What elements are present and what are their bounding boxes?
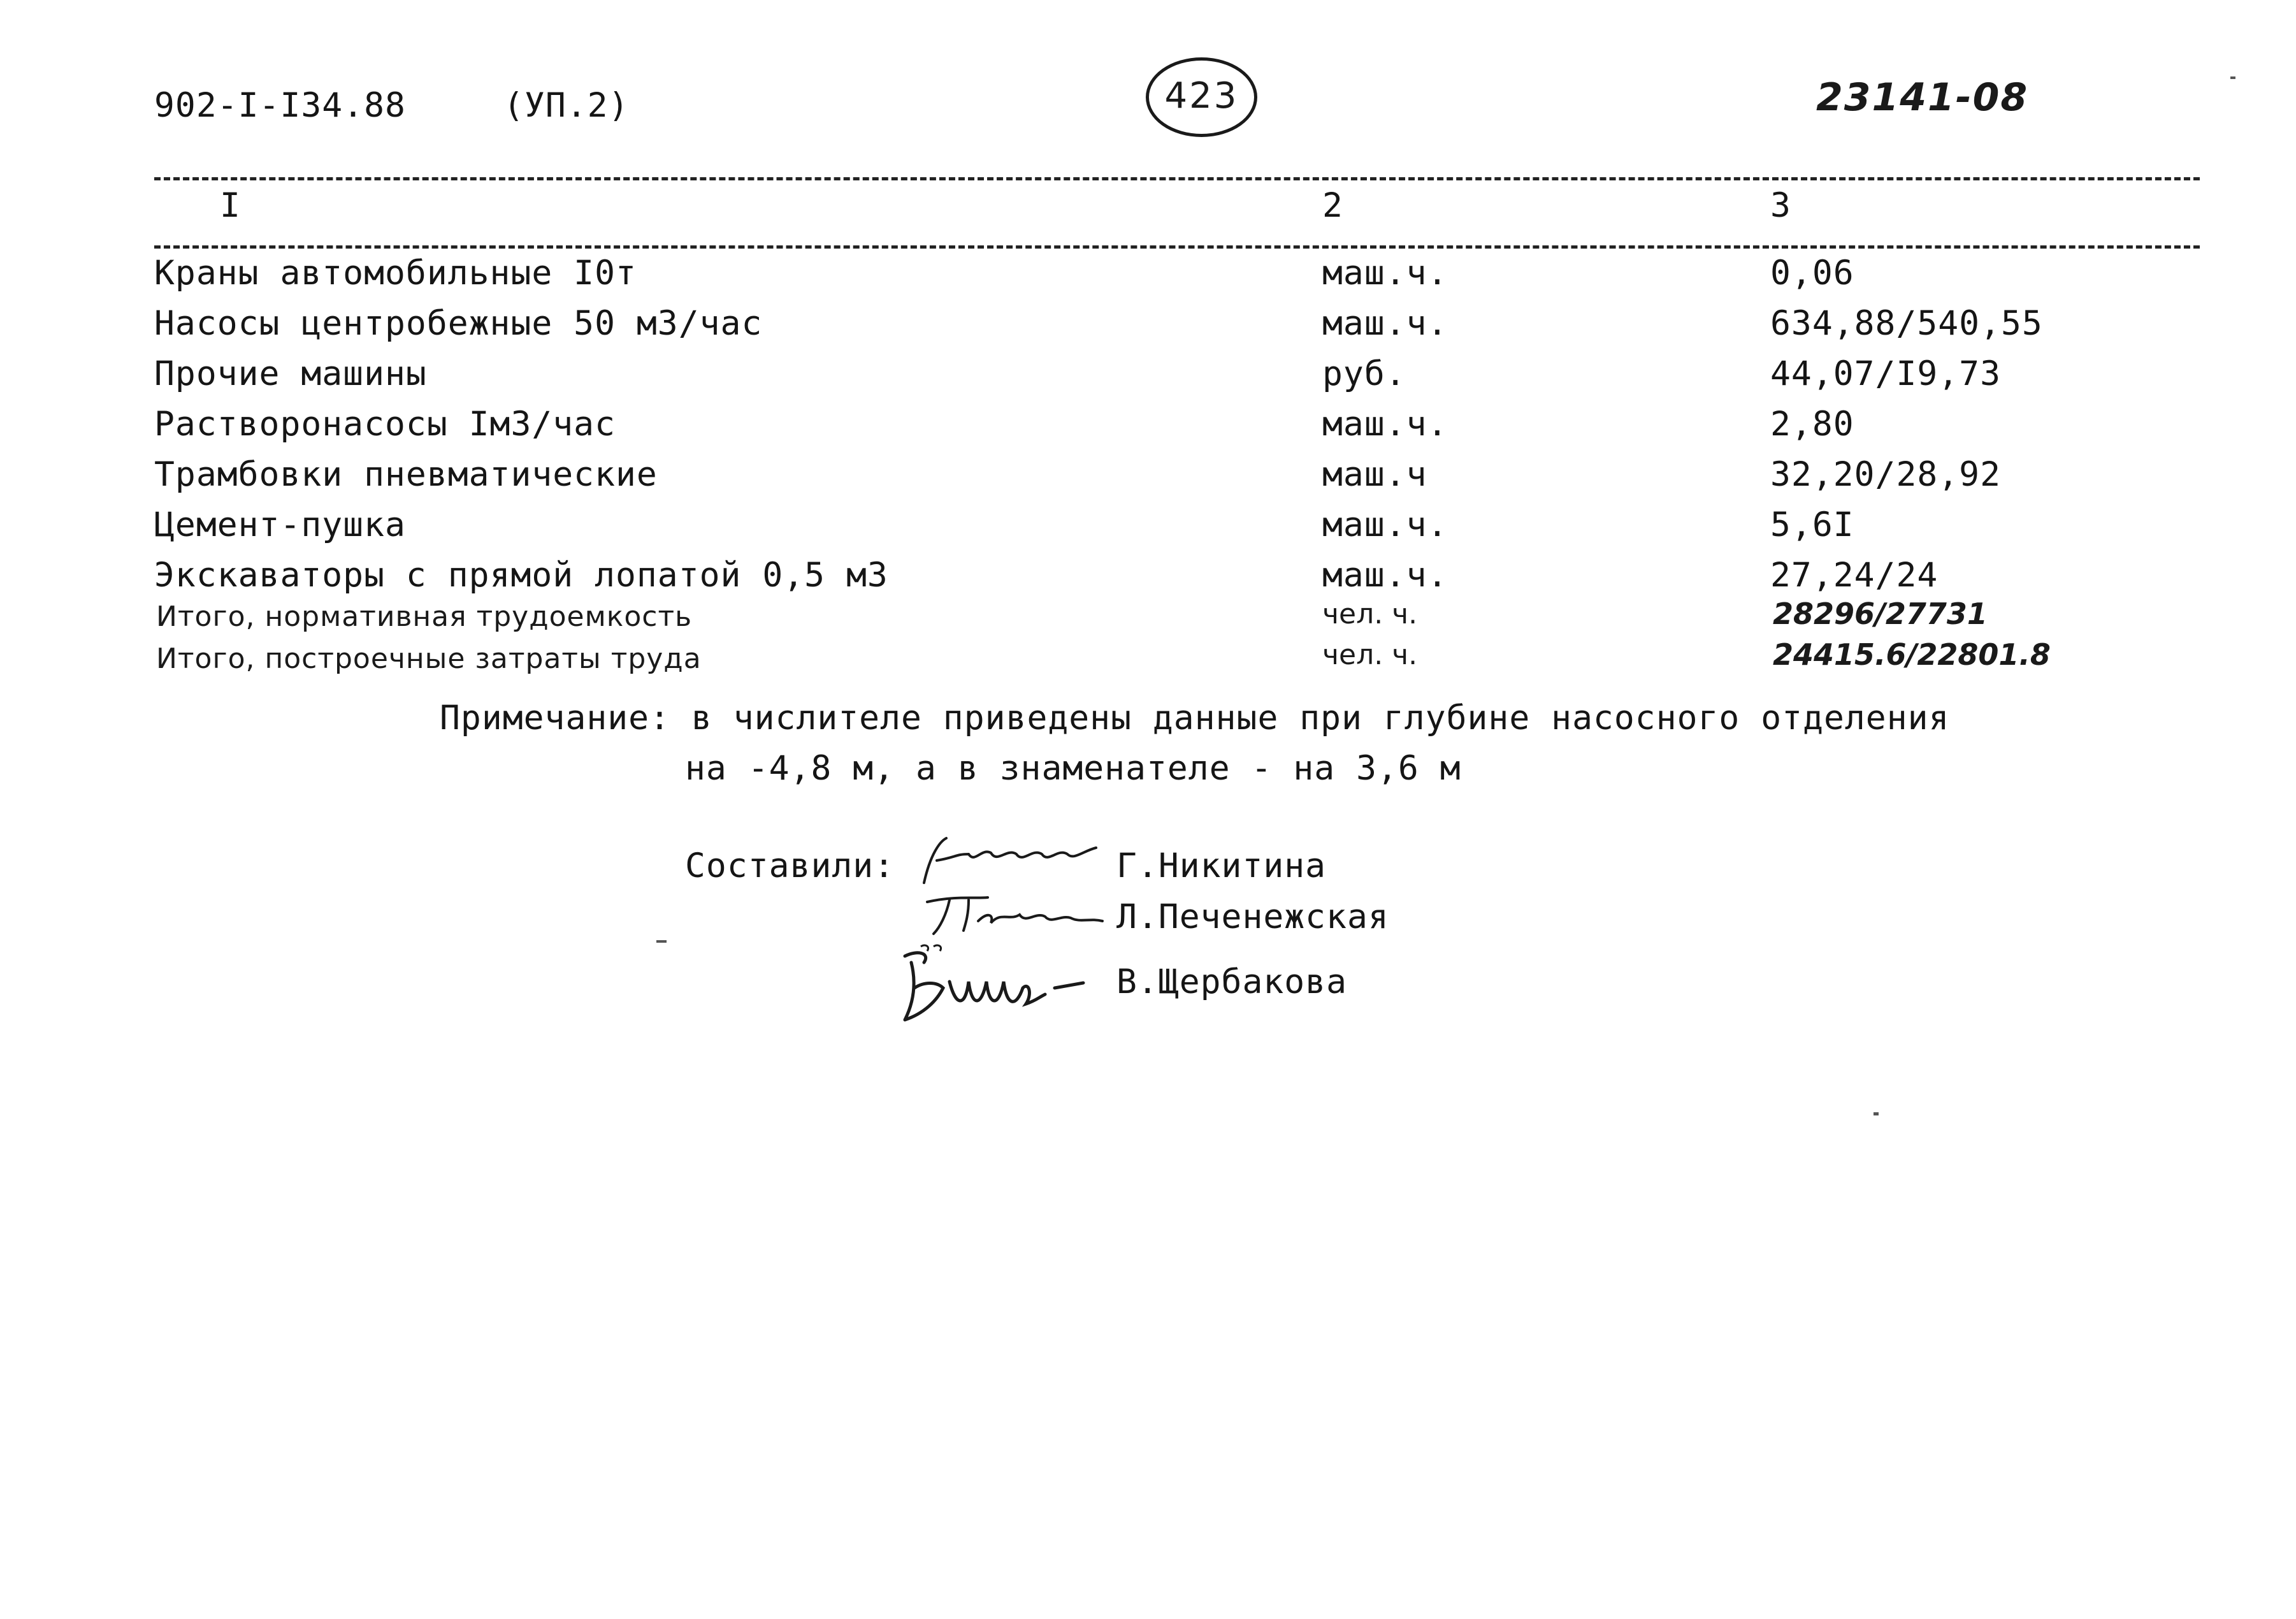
row-value: 27,24/24 [1770, 556, 1939, 595]
signature-pechenezhskaya [918, 886, 1109, 943]
row-name: Экскаваторы с прямой лопатой 0,5 м3 [154, 556, 888, 595]
row-name: Цемент-пушка [154, 505, 406, 544]
signer-name: Г.Никитина [1116, 846, 1327, 885]
page-number: 423 [1146, 57, 1257, 137]
row-name: Насосы центробежные 50 м3/час [154, 304, 763, 343]
row-value: 32,20/28,92 [1770, 455, 2001, 494]
inventory-number: 23141-08 [1816, 75, 2029, 120]
total-value: 24415.6/22801.8 [1773, 637, 2051, 672]
total-unit: чел. ч. [1322, 598, 1418, 630]
row-value: 2,80 [1770, 405, 1854, 444]
total-name: Итого, нормативная трудоемкость [156, 600, 693, 633]
row-value: 0,06 [1770, 254, 1854, 293]
table-top-rule [154, 177, 2200, 180]
row-unit: маш.ч [1322, 455, 1427, 494]
row-unit: маш.ч. [1322, 505, 1448, 544]
signer-name: В.Щербакова [1116, 962, 1347, 1001]
total-value: 28296/27731 [1773, 597, 1988, 631]
column-header-2: 2 [1322, 186, 1343, 225]
row-name: Краны автомобильные I0т [154, 254, 637, 293]
row-unit: маш.ч. [1322, 304, 1448, 343]
row-unit: руб. [1322, 354, 1406, 393]
note-line-1: Примечание: в числителе приведены данные при глубине насосного отделения [440, 699, 1950, 737]
row-value: 634,88/540,55 [1770, 304, 2043, 343]
row-unit: маш.ч. [1322, 405, 1448, 444]
row-value: 5,6I [1770, 505, 1854, 544]
row-name: Прочие машины [154, 354, 427, 393]
table-header-rule [154, 245, 2200, 249]
album-number: (УП.2) [503, 86, 630, 125]
row-value: 44,07/I9,73 [1770, 354, 2001, 393]
signatures-label: Составили: [685, 846, 895, 885]
row-name: Трамбовки пневматические [154, 455, 658, 494]
row-unit: маш.ч. [1322, 556, 1448, 595]
scan-speck [1874, 1112, 1879, 1115]
row-name: Растворонасосы Iм3/час [154, 405, 616, 444]
scan-speck [656, 940, 667, 943]
total-unit: чел. ч. [1322, 639, 1418, 671]
scan-speck [2230, 76, 2235, 79]
signature-nikitina [911, 829, 1102, 892]
document-code: 902-I-I34.88 [154, 86, 406, 125]
column-header-3: 3 [1770, 186, 1791, 225]
signer-name: Л.Печенежская [1116, 897, 1389, 936]
total-name: Итого, построечные затраты труда [156, 643, 702, 675]
signature-shcherbakova [886, 943, 1115, 1026]
note-line-2: на -4,8 м, а в знаменателе - на 3,6 м [685, 749, 1461, 788]
column-header-1: I [220, 186, 241, 225]
row-unit: маш.ч. [1322, 254, 1448, 293]
